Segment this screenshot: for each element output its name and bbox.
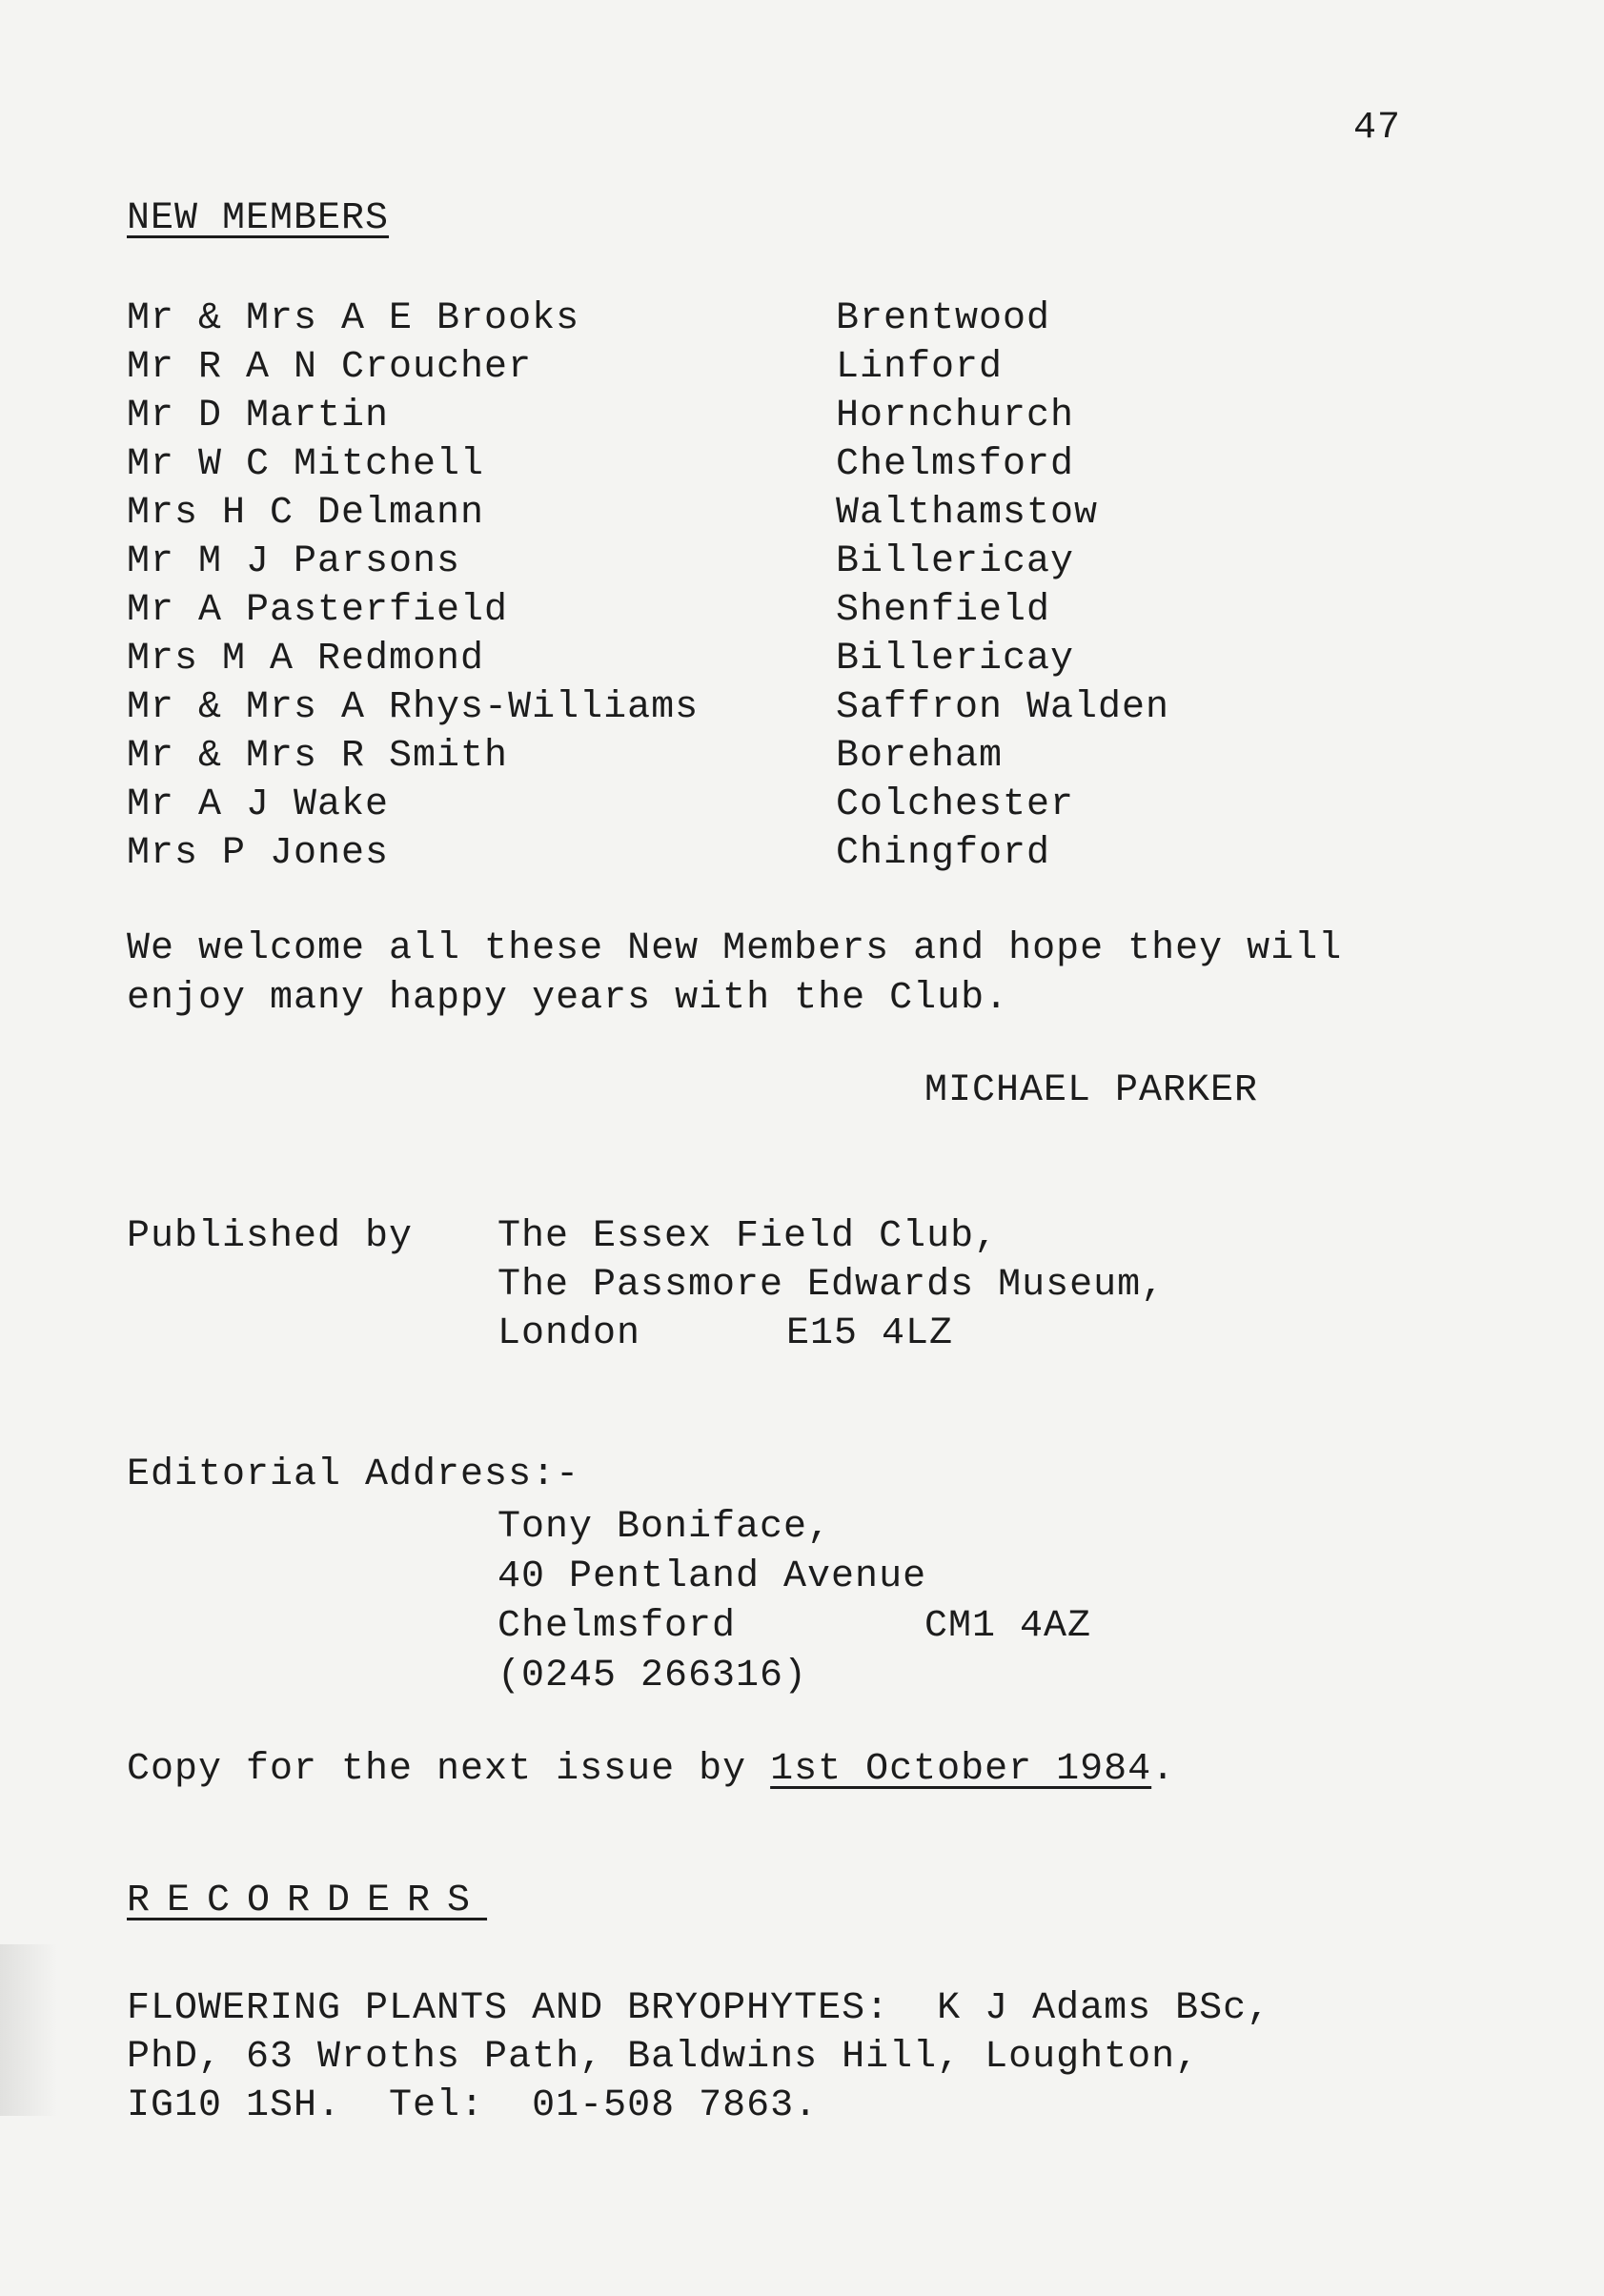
recorder-line: PhD, 63 Wroths Path, Baldwins Hill, Loughton, [127, 2036, 1200, 2079]
publisher-museum: The Passmore Edwards Museum, [497, 1264, 1166, 1307]
member-town: Walthamstow [836, 492, 1099, 535]
editor-postcode: CM1 4AZ [924, 1605, 1092, 1648]
editor-phone: (0245 266316) [497, 1655, 808, 1697]
recorder-line: FLOWERING PLANTS AND BRYOPHYTES: K J Adams BSc, [127, 1987, 1271, 2030]
member-town: Boreham [836, 735, 1004, 778]
member-town: Billericay [836, 540, 1075, 583]
member-name: Mr A J Wake [127, 783, 390, 826]
member-town: Chingford [836, 832, 1051, 875]
publisher-name: The Essex Field Club, [497, 1215, 999, 1258]
copy-deadline-date: 1st October 1984 [770, 1748, 1152, 1791]
editor-street: 40 Pentland Avenue [497, 1555, 927, 1598]
signature: MICHAEL PARKER [924, 1069, 1259, 1112]
recorders-heading: RECORDERS [127, 1879, 488, 1922]
member-town: Shenfield [836, 589, 1051, 632]
member-town: Saffron Walden [836, 686, 1170, 729]
recorder-line: IG10 1SH. Tel: 01-508 7863. [127, 2084, 819, 2127]
editor-town: Chelmsford [497, 1605, 737, 1648]
member-name: Mr & Mrs A E Brooks [127, 297, 580, 340]
member-name: Mr D Martin [127, 395, 390, 437]
member-town: Chelmsford [836, 443, 1075, 486]
member-town: Billericay [836, 638, 1075, 681]
copy-deadline-suffix: . [1151, 1748, 1176, 1791]
publisher-city: London [497, 1312, 641, 1355]
copy-deadline-prefix: Copy for the next issue by [127, 1748, 771, 1791]
member-name: Mr W C Mitchell [127, 443, 485, 486]
welcome-paragraph: We welcome all these New Members and hope they will enjoy many happy years with the Club. [127, 927, 1343, 1020]
editor-name: Tony Boniface, [497, 1506, 832, 1549]
new-members-heading: NEW MEMBERS [127, 197, 390, 240]
paper-edge-mark [0, 1944, 57, 2116]
member-name: Mr & Mrs A Rhys-Williams [127, 686, 700, 729]
member-town: Colchester [836, 783, 1075, 826]
page-number: 47 [1353, 107, 1402, 150]
member-name: Mr M J Parsons [127, 540, 461, 583]
member-name: Mr & Mrs R Smith [127, 735, 509, 778]
member-name: Mr A Pasterfield [127, 589, 509, 632]
copy-deadline [127, 1746, 1175, 1794]
editorial-address-label: Editorial Address:- [127, 1453, 580, 1496]
member-name: Mr R A N Croucher [127, 346, 533, 389]
member-town: Brentwood [836, 297, 1051, 340]
member-name: Mrs H C Delmann [127, 492, 485, 535]
published-by-label: Published by [127, 1215, 414, 1258]
member-name: Mrs M A Redmond [127, 638, 485, 681]
publisher-postcode: E15 4LZ [786, 1312, 954, 1355]
member-name: Mrs P Jones [127, 832, 390, 875]
member-town: Linford [836, 346, 1004, 389]
member-town: Hornchurch [836, 395, 1075, 437]
